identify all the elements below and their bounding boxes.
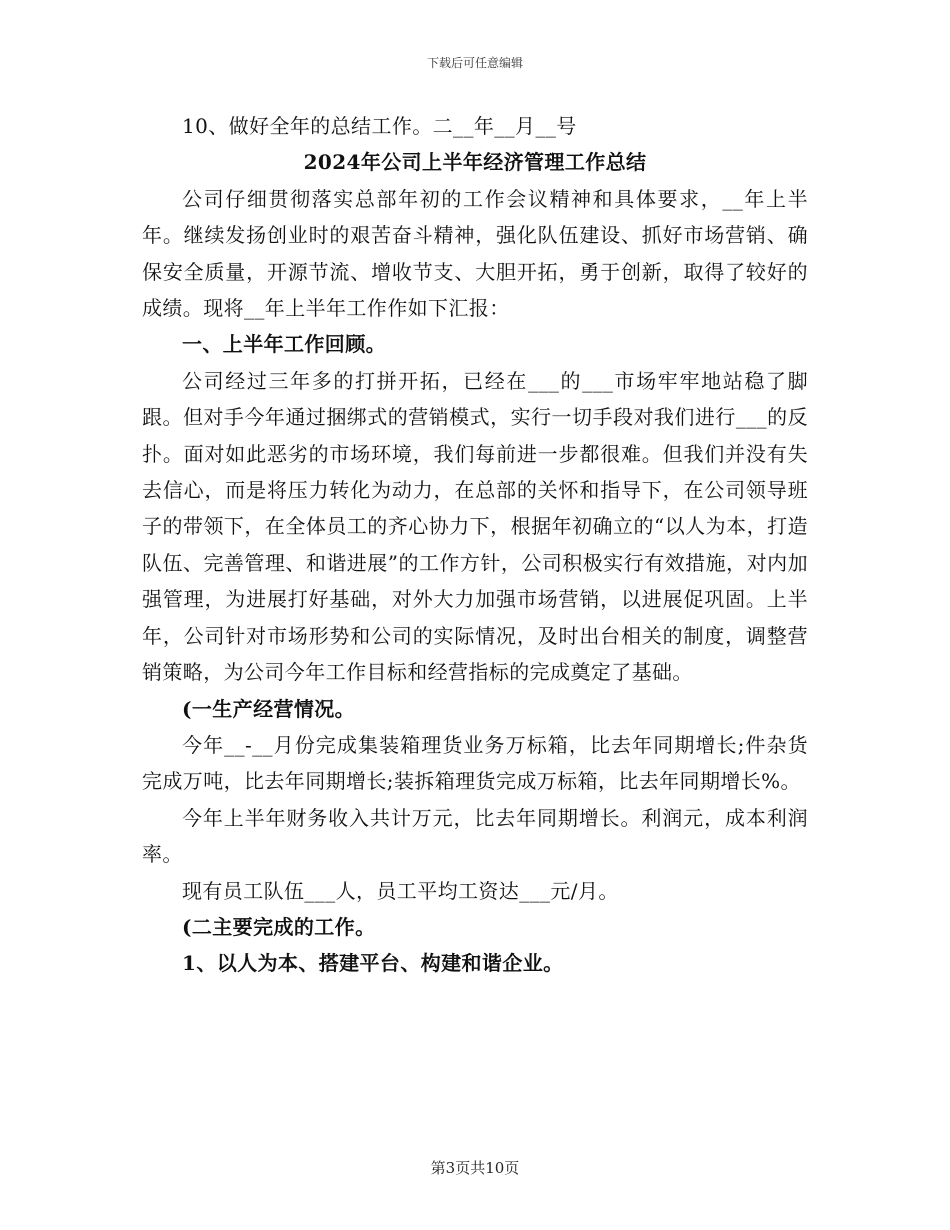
document-title: 2024年公司上半年经济管理工作总结 [303, 150, 647, 175]
operations-paragraph-1: 今年__-__月份完成集装箱理货业务万标箱，比去年同期增长;件杂货完成万吨，比去年同期增长;装拆箱理货完成万标箱，比去年同期增长%。 [142, 732, 808, 794]
subsection-heading-operations: (一生产经营情况。 [182, 696, 356, 721]
section-heading-review: 一、上半年工作回顾。 [182, 332, 386, 357]
document-body [142, 108, 808, 982]
operations-paragraph-2: 今年上半年财务收入共计万元，比去年同期增长。利润元，成本利润率。 [142, 805, 808, 867]
intro-paragraph: 公司仔细贯彻落实总部年初的工作会议精神和具体要求，__年上半年。继续发扬创业时的艰苦奋斗精神，强化队伍建设、抓好市场营销、确保安全质量，开源节流、增收节支、大胆开拓，勇于创新，取得了较好的成绩。现将__年上半年工作作如下汇报： [142, 186, 808, 321]
page-header: 下载后可任意编辑 [426, 56, 523, 70]
operations-paragraph-3: 现有员工队伍___人，员工平均工资达___元/月。 [182, 878, 619, 903]
subsection-heading-work: (二主要完成的工作。 [182, 914, 376, 939]
closing-line: 10、做好全年的总结工作。二__年__月__号 [182, 114, 577, 138]
item-heading-1: 1、以人为本、搭建平台、构建和谐企业。 [182, 951, 564, 976]
review-paragraph: 公司经过三年多的打拼开拓，已经在___的___市场牢牢地站稳了脚跟。但对手今年通过捆绑式的营销模式，实行一切手段对我们进行___的反扑。面对如此恶劣的市场环境，我们每前进一步都很难。但我们并没有失去信心，而是将压力转化为动力，在总部的关怀和指导下，在公司领导班子的带领下，在全体员工的齐心协力下，根据年初确立的“以人为本，打造队伍、完善管理、和谐进展”的工作方针，公司积极实行有效措施，对内加强管理，为进展打好基础，对外大力加强市场营销，以进展促巩固。上半年，公司针对市场形势和公司的实际情况，及时出台相关的制度，调整营销策略，为公司今年工作目标和经营指标的完成奠定了基础。 [142, 368, 808, 685]
page-footer: 第3页共10页 [430, 1159, 520, 1177]
